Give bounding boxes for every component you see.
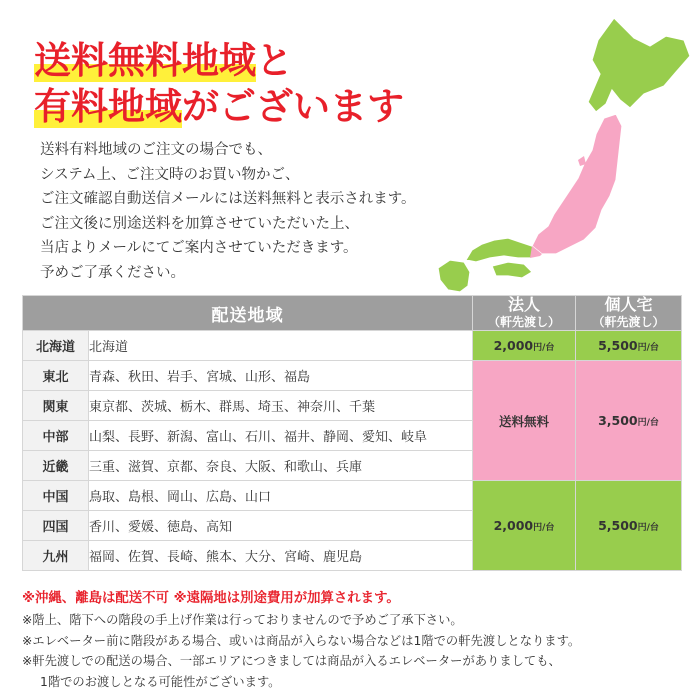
shipping-table <box>22 295 682 571</box>
intro-line: 送料有料地域のご注文の場合でも、 <box>40 142 272 158</box>
table-row <box>23 361 682 391</box>
table-row <box>23 481 682 511</box>
header-home <box>576 296 682 331</box>
region-cell: 関東 <box>23 391 89 421</box>
title-highlight-free-area: 送料無料地域 <box>34 39 256 82</box>
intro-line: ご注文後に別途送料を加算させていただいた上、 <box>40 215 359 232</box>
honshu-west-shape <box>466 238 540 262</box>
prefectures-cell: 山梨、長野、新潟、富山、石川、福井、静岡、愛知、岐阜 <box>89 421 473 451</box>
region-cell: 中部 <box>23 421 89 451</box>
price-home-west: 5,500円/台 <box>576 481 682 571</box>
intro-line: 予めご了承ください。 <box>40 264 185 281</box>
prefectures-cell: 鳥取、島根、岡山、広島、山口 <box>89 481 473 511</box>
prefectures-cell: 福岡、佐賀、長崎、熊本、大分、宮崎、鹿児島 <box>89 541 473 571</box>
title-tail-1: と <box>256 39 293 82</box>
header-home-sub: （軒先渡し） <box>592 315 665 329</box>
title-highlight-paid-area: 有料地域 <box>34 85 182 128</box>
price-corporate-hokkaido: 2,000円/台 <box>473 331 576 361</box>
intro-line: システム上、ご注文時のお買い物かご、 <box>40 166 300 183</box>
intro-line: 当店よりメールにてご案内させていただきます。 <box>40 240 358 256</box>
header-home-label: 個人宅 <box>604 295 653 314</box>
notes <box>22 589 580 693</box>
honshu-central-shape <box>532 114 622 254</box>
region-cell: 近畿 <box>23 451 89 481</box>
intro-line: ご注文確認自動送信メールには送料無料と表示されます。 <box>40 191 416 207</box>
header-delivery-area: 配送地域 <box>23 296 473 331</box>
region-cell: 北海道 <box>23 331 89 361</box>
prefectures-cell: 三重、滋賀、京都、奈良、大阪、和歌山、兵庫 <box>89 451 473 481</box>
region-cell: 東北 <box>23 361 89 391</box>
prefectures-cell: 東京都、茨城、栃木、群馬、埼玉、神奈川、千葉 <box>89 391 473 421</box>
prefectures-cell: 北海道 <box>89 331 473 361</box>
header-corporate-sub: （軒先渡し） <box>487 315 560 329</box>
title-tail-2: がございます <box>182 85 404 128</box>
header-corporate <box>473 296 576 331</box>
region-cell: 中国 <box>23 481 89 511</box>
intro-text <box>40 138 416 285</box>
header-corporate-label: 法人 <box>507 295 540 314</box>
title-line-1 <box>34 38 293 84</box>
region-cell: 九州 <box>23 541 89 571</box>
title-line-2 <box>34 84 404 130</box>
price-home-hokkaido: 5,500円/台 <box>576 331 682 361</box>
table-row <box>23 331 682 361</box>
note-warning: ※沖縄、離島は配送不可 ※遠隔地は別途費用が加算されます。 <box>22 591 400 606</box>
price-corporate-free: 送料無料 <box>473 361 576 481</box>
note-line: ※階上、階下への階段の手上げ作業は行っておりませんので予めご了承下さい。 <box>22 612 463 627</box>
price-corporate-west: 2,000円/台 <box>473 481 576 571</box>
shikoku-shape <box>492 262 532 278</box>
japan-map-icon <box>428 10 698 292</box>
price-home-central: 3,500円/台 <box>576 361 682 481</box>
note-line-indent: 1階でのお渡しとなる可能性がございます。 <box>40 675 281 690</box>
hokkaido-shape <box>588 18 690 112</box>
note-line: ※エレベーター前に階段がある場合、或いは商品が入らない場合などは1階での軒先渡しとなります。 <box>22 633 581 648</box>
kyushu-shape <box>438 260 470 292</box>
region-cell: 四国 <box>23 511 89 541</box>
prefectures-cell: 香川、愛媛、徳島、高知 <box>89 511 473 541</box>
table-header-row <box>23 296 682 331</box>
prefectures-cell: 青森、秋田、岩手、宮城、山形、福島 <box>89 361 473 391</box>
note-line: ※軒先渡しでの配送の場合、一部エリアにつきましては商品が入るエレベーターがありましても、 <box>22 654 561 669</box>
